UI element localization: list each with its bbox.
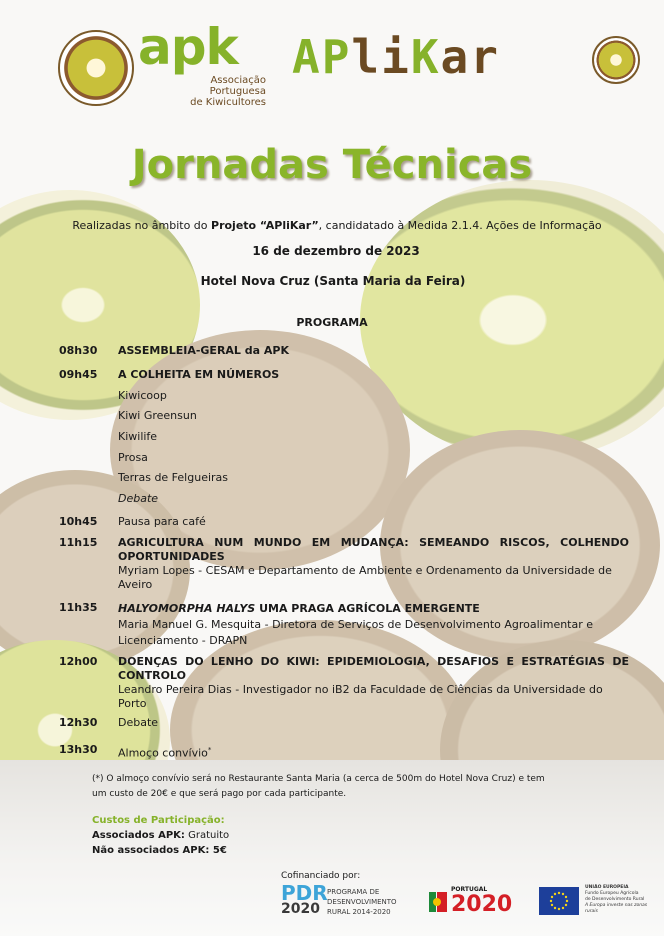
costs-members: Associados APK: Gratuito bbox=[92, 830, 230, 841]
schedule-time: 09h45 bbox=[59, 368, 98, 381]
schedule-title: A COLHEITA EM NÚMEROS bbox=[118, 368, 280, 381]
list-item: Prosa bbox=[118, 451, 148, 464]
schedule-time: 11h35 bbox=[59, 601, 98, 614]
schedule-time: 12h00 bbox=[59, 655, 98, 668]
event-venue: Hotel Nova Cruz (Santa Maria da Feira) bbox=[200, 274, 466, 288]
pdr-text: PROGRAMA DE DESENVOLVIMENTO RURAL 2014-2020 bbox=[327, 888, 397, 916]
schedule-time: 13h30 bbox=[59, 743, 98, 756]
apk-logo-word: apk bbox=[138, 18, 238, 76]
schedule-time: 11h15 bbox=[59, 536, 98, 549]
list-item: Debate bbox=[118, 492, 159, 505]
programa-heading: PROGRAMA bbox=[296, 316, 368, 329]
schedule-title: DOENÇAS DO LENHO DO KIWI: EPIDEMIOLOGIA, DESAFIOS E ESTRATÉGIAS DE CONTROLO bbox=[118, 655, 629, 682]
portugal-flag-icon bbox=[429, 892, 447, 912]
eu-text: UNIÃO EUROPEIA Fundo Europeu Agrícola de Desenvolvimento Rural A Europa investe nas zonas rurais bbox=[585, 885, 648, 914]
kiwi-slice-icon bbox=[592, 36, 640, 84]
schedule-speaker: Myriam Lopes - CESAM e Departamento de Ambiente e Ordenamento da Universidade de Aveiro bbox=[118, 564, 612, 591]
eu-feader-logo bbox=[539, 885, 659, 919]
schedule-title: Pausa para café bbox=[118, 515, 206, 528]
footnote: (*) O almoço convívio será no Restaurante Santa Maria (a cerca de 500m do Hotel Nova Cruz) e tem um custo de 20€ e que será pago por cada participante. bbox=[92, 774, 545, 799]
schedule-title: HALYOMORPHA HALYS UMA PRAGA AGRÍCOLA EMERGENTE bbox=[118, 602, 480, 615]
apk-logo-subtitle: Associação Portuguesa de Kiwicultores bbox=[190, 75, 266, 108]
schedule-time: 10h45 bbox=[59, 515, 98, 528]
schedule-title: ASSEMBLEIA-GERAL da APK bbox=[118, 344, 289, 357]
subtitle: Realizadas no âmbito do Projeto “APliKar”, candidatado à Medida 2.1.4. Ações de Informação bbox=[72, 219, 602, 232]
portugal2020-logo: PORTUGAL 2020 bbox=[429, 886, 524, 920]
schedule-title: AGRICULTURA NUM MUNDO EM MUDANÇA: SEMEANDO RISCOS, COLHENDO OPORTUNIDADES bbox=[118, 536, 629, 563]
schedule-title: Debate bbox=[118, 716, 159, 729]
aplikar-logo bbox=[292, 30, 500, 84]
schedule-time: 08h30 bbox=[59, 344, 98, 357]
apk-logo bbox=[58, 18, 268, 114]
pdr-mark: PDR 2020 bbox=[281, 881, 328, 917]
pdr2020-logo bbox=[281, 881, 416, 919]
schedule-time: 12h30 bbox=[59, 716, 98, 729]
costs-heading: Custos de Participação: bbox=[92, 815, 225, 826]
schedule-title: Almoço convívio* bbox=[118, 746, 212, 760]
list-item: Kiwicoop bbox=[118, 389, 167, 402]
page-title: Jornadas Técnicas bbox=[131, 142, 533, 188]
list-item: Kiwi Greensun bbox=[118, 409, 197, 422]
schedule-speaker: Leandro Pereira Dias - Investigador no iB2 da Faculdade de Ciências da Universidade do Porto bbox=[118, 683, 603, 710]
eu-flag-icon bbox=[539, 887, 579, 915]
list-item: Kiwilife bbox=[118, 430, 158, 443]
schedule-speaker: Maria Manuel G. Mesquita - Diretora de Serviços de Desenvolvimento Agroalimentar e Licenciamento - DRAPN bbox=[118, 618, 594, 647]
list-item: Terras de Felgueiras bbox=[118, 471, 229, 484]
costs-nonmembers: Não associados APK: 5€ bbox=[92, 845, 227, 856]
participation-costs bbox=[92, 813, 229, 858]
event-date: 16 de dezembro de 2023 bbox=[252, 244, 420, 258]
aplikar-logo-text: APliKar bbox=[292, 30, 500, 84]
kiwi-slice-icon bbox=[58, 30, 134, 106]
cofinanced-label: Cofinanciado por: bbox=[281, 871, 361, 881]
